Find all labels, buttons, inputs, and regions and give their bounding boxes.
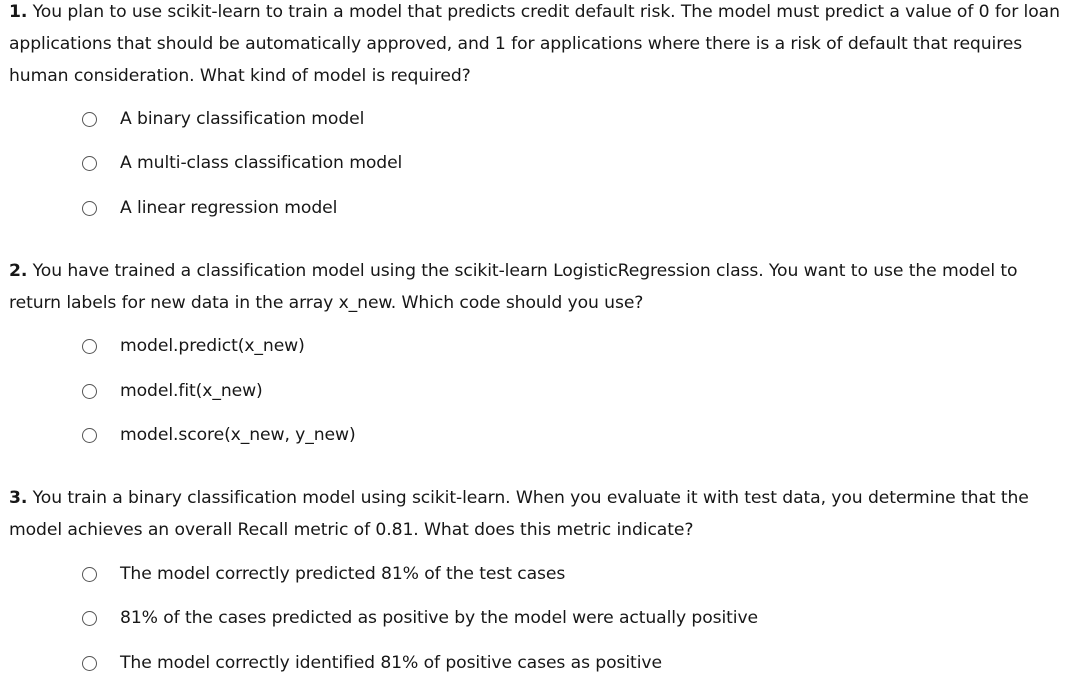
question-2-option-1[interactable] (82, 332, 305, 360)
question-3-option-1[interactable] (82, 560, 565, 588)
radio-button[interactable] (82, 656, 97, 671)
question-2 (9, 255, 1071, 319)
question-1-option-3[interactable] (82, 194, 337, 222)
question-1-number: 1. (9, 2, 28, 22)
option-label: 81% of the cases predicted as positive by the model were actually positive (120, 608, 759, 628)
question-2-text (9, 255, 1071, 319)
radio-button[interactable] (82, 339, 97, 354)
option-label: A linear regression model (120, 198, 338, 218)
radio-button[interactable] (82, 201, 97, 216)
option-label: model.predict(x_new) (120, 336, 305, 356)
question-1-prompt: You plan to use scikit-learn to train a model that predicts credit default risk. The model must predict a value of 0 for loan applications that should be automatically approved, and 1 for applications where there is a risk of default that requires human consideration. What kind of model is required? (9, 2, 1060, 86)
radio-button[interactable] (82, 156, 97, 171)
option-label: A multi-class classification model (120, 153, 403, 173)
option-label: The model correctly predicted 81% of the test cases (120, 564, 566, 584)
option-label: model.score(x_new, y_new) (120, 425, 356, 445)
question-3 (9, 482, 1071, 546)
question-2-option-2[interactable] (82, 377, 263, 405)
question-1-text (9, 0, 1071, 92)
question-2-prompt: You have trained a classification model using the scikit-learn LogisticRegression class. You want to use the model to return labels for new data in the array x_new. Which code should you use? (9, 261, 1018, 313)
question-3-prompt: You train a binary classification model using scikit-learn. When you evaluate it with test data, you determine that the model achieves an overall Recall metric of 0.81. What does this metric indicate? (9, 488, 1029, 540)
question-1 (9, 0, 1071, 92)
option-label: model.fit(x_new) (120, 381, 263, 401)
question-2-option-3[interactable] (82, 421, 356, 449)
option-label: A binary classification model (120, 109, 365, 129)
radio-button[interactable] (82, 384, 97, 399)
radio-button[interactable] (82, 567, 97, 582)
question-3-option-2[interactable] (82, 604, 758, 632)
radio-button[interactable] (82, 611, 97, 626)
option-label: The model correctly identified 81% of positive cases as positive (120, 653, 662, 673)
radio-button[interactable] (82, 428, 97, 443)
question-1-option-1[interactable] (82, 105, 364, 133)
question-3-option-3[interactable] (82, 649, 662, 677)
radio-button[interactable] (82, 112, 97, 127)
question-2-number: 2. (9, 261, 28, 281)
question-3-text (9, 482, 1071, 546)
question-1-option-2[interactable] (82, 149, 402, 177)
question-3-number: 3. (9, 488, 28, 508)
